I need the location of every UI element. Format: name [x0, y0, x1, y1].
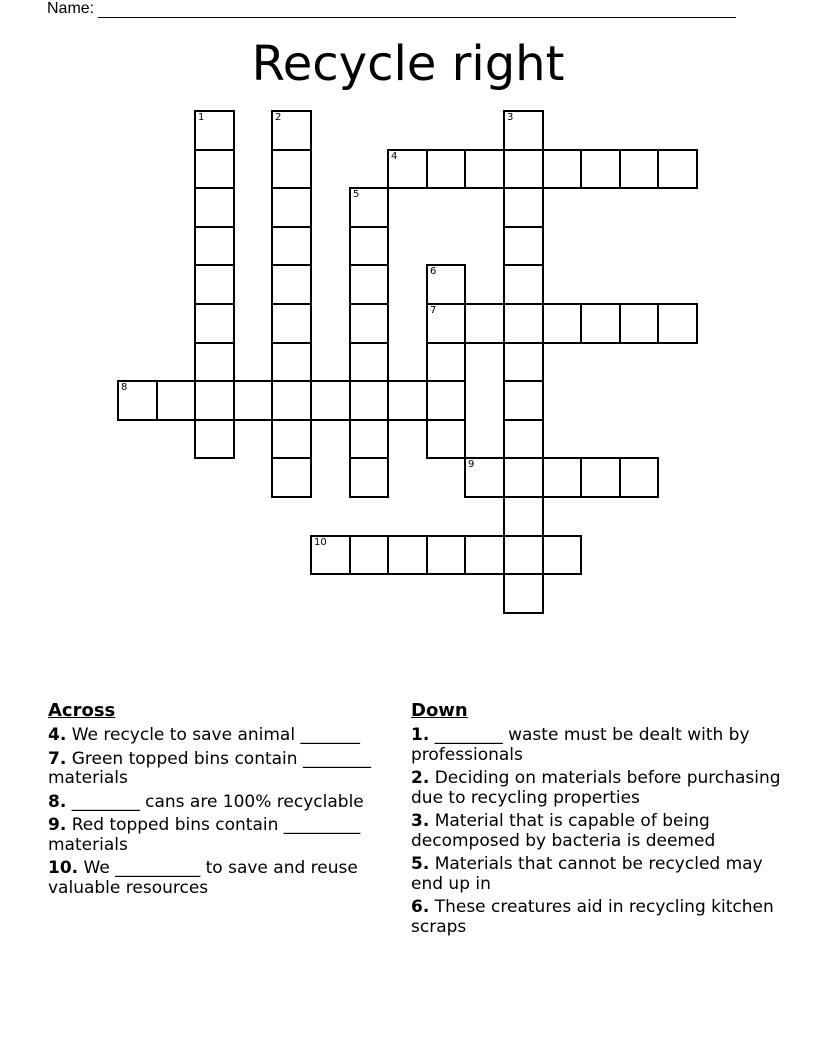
crossword-cell[interactable]: [580, 303, 621, 344]
crossword-cell[interactable]: [503, 535, 544, 575]
across-heading: Across: [48, 700, 116, 721]
crossword-cell[interactable]: [657, 149, 698, 189]
clue-text: Red topped bins contain _________ materials: [48, 815, 361, 855]
crossword-cell[interactable]: [619, 303, 659, 344]
crossword-cell[interactable]: [233, 380, 273, 421]
name-label: Name:: [47, 0, 95, 17]
crossword-cell[interactable]: [580, 149, 621, 189]
clue-label-number: 3.: [411, 811, 430, 831]
across-clue: [48, 859, 398, 898]
down-clue: [411, 726, 781, 765]
down-clue: [411, 898, 781, 937]
crossword-cell[interactable]: [271, 419, 312, 459]
crossword-cell[interactable]: [349, 419, 389, 459]
crossword-cell[interactable]: [194, 187, 235, 228]
crossword-cell[interactable]: [387, 149, 428, 189]
crossword-cell[interactable]: [194, 419, 235, 459]
crossword-cell[interactable]: [349, 303, 389, 344]
crossword-cell[interactable]: [349, 342, 389, 382]
crossword-cell[interactable]: [503, 110, 544, 151]
crossword-cell[interactable]: [426, 342, 466, 382]
clue-text: ________ cans are 100% recyclable: [71, 791, 364, 812]
clue-text: Green topped bins contain ________ materials: [48, 748, 371, 788]
crossword-cell[interactable]: [349, 535, 389, 575]
clue-number: 8: [121, 382, 128, 393]
crossword-cell[interactable]: [194, 264, 235, 305]
crossword-cell[interactable]: [271, 457, 312, 498]
down-clue: [411, 769, 781, 808]
crossword-cell[interactable]: [426, 303, 466, 344]
crossword-cell[interactable]: [271, 264, 312, 305]
crossword-cell[interactable]: [271, 380, 312, 421]
crossword-cell[interactable]: [503, 264, 544, 305]
crossword-cell[interactable]: [310, 380, 351, 421]
crossword-cell[interactable]: [464, 535, 505, 575]
clue-text: These creatures aid in recycling kitchen scraps: [411, 897, 774, 937]
clue-text: We __________ to save and reuse valuable resources: [48, 858, 358, 898]
crossword-cell[interactable]: [503, 226, 544, 266]
across-clue: [48, 750, 398, 789]
down-clue-list: [411, 726, 781, 937]
crossword-cell[interactable]: [194, 110, 235, 151]
crossword-cell[interactable]: [503, 457, 544, 498]
crossword-cell[interactable]: [657, 303, 698, 344]
clue-number: 4: [391, 151, 398, 162]
clue-number: 7: [430, 305, 437, 316]
crossword-cell[interactable]: [310, 535, 351, 575]
across-clue: [48, 816, 398, 855]
clue-text: ________ waste must be dealt with by professionals: [411, 725, 750, 765]
down-heading: Down: [411, 700, 468, 721]
puzzle-title: Recycle right: [251, 36, 565, 92]
crossword-cell[interactable]: [503, 342, 544, 382]
clue-label-number: 6.: [411, 897, 430, 917]
crossword-cell[interactable]: [464, 457, 505, 498]
crossword-cell[interactable]: [349, 380, 389, 421]
crossword-cell[interactable]: [503, 496, 544, 537]
clue-label-number: 7.: [48, 748, 67, 769]
crossword-cell[interactable]: [464, 303, 505, 344]
clue-text: Materials that cannot be recycled may end up in: [411, 854, 763, 894]
clue-number: 3: [507, 112, 514, 123]
clue-number: 9: [468, 459, 475, 470]
clue-number: 2: [275, 112, 282, 123]
crossword-cell[interactable]: [387, 380, 428, 421]
crossword-cell[interactable]: [349, 457, 389, 498]
crossword-cell[interactable]: [349, 187, 389, 228]
crossword-cell[interactable]: [426, 419, 466, 459]
crossword-cell[interactable]: [503, 187, 544, 228]
crossword-cell[interactable]: [619, 149, 659, 189]
crossword-cell[interactable]: [503, 149, 544, 189]
clue-label-number: 8.: [48, 791, 67, 812]
clue-label-number: 5.: [411, 854, 430, 874]
down-clue: [411, 812, 781, 851]
clue-number: 10: [314, 537, 327, 548]
crossword-cell[interactable]: [194, 380, 235, 421]
name-field[interactable]: [47, 0, 736, 18]
crossword-cell[interactable]: [503, 573, 544, 614]
crossword-cell[interactable]: [503, 380, 544, 421]
clue-number: 1: [198, 112, 205, 123]
clue-label-number: 10.: [48, 858, 79, 878]
crossword-cell[interactable]: [156, 380, 196, 421]
crossword-cell[interactable]: [503, 419, 544, 459]
crossword-cell[interactable]: [271, 303, 312, 344]
clue-number: 5: [353, 189, 360, 200]
crossword-cell[interactable]: [542, 149, 582, 189]
crossword-cell[interactable]: [426, 380, 466, 421]
clue-label-number: 1.: [411, 725, 430, 745]
crossword-cell[interactable]: [542, 303, 582, 344]
clue-label-number: 9.: [48, 815, 67, 835]
crossword-cell[interactable]: [426, 149, 466, 189]
crossword-cell[interactable]: [387, 535, 428, 575]
crossword-cell[interactable]: [619, 457, 659, 498]
crossword-cell[interactable]: [503, 303, 544, 344]
across-clue-list: [48, 726, 398, 898]
across-clues: [48, 700, 398, 902]
across-clue: [48, 793, 398, 813]
across-clue: [48, 726, 398, 746]
clue-text: Deciding on materials before purchasing due to recycling properties: [411, 768, 781, 808]
down-clue: [411, 855, 781, 894]
crossword-cell[interactable]: [542, 535, 582, 575]
crossword-cell[interactable]: [464, 149, 505, 189]
crossword-cell[interactable]: [271, 187, 312, 228]
crossword-cell[interactable]: [271, 149, 312, 189]
crossword-cell[interactable]: [194, 303, 235, 344]
down-clues: [411, 700, 781, 941]
crossword-cell[interactable]: [580, 457, 621, 498]
name-underline[interactable]: [98, 3, 736, 18]
clue-label-number: 4.: [48, 725, 67, 745]
crossword-cell[interactable]: [426, 535, 466, 575]
crossword-cell[interactable]: [194, 226, 235, 266]
crossword-cell[interactable]: [349, 264, 389, 305]
crossword-cell[interactable]: [117, 380, 158, 421]
crossword-cell[interactable]: [542, 457, 582, 498]
crossword-cell[interactable]: [349, 226, 389, 266]
crossword-cell[interactable]: [271, 226, 312, 266]
crossword-cell[interactable]: [194, 149, 235, 189]
crossword-cell[interactable]: [426, 264, 466, 305]
crossword-cell[interactable]: [271, 342, 312, 382]
clue-number: 6: [430, 266, 437, 277]
crossword-cell[interactable]: [271, 110, 312, 151]
clue-label-number: 2.: [411, 768, 430, 788]
clue-text: We recycle to save animal _______: [71, 725, 360, 745]
crossword-cell[interactable]: [194, 342, 235, 382]
clue-text: Material that is capable of being decomposed by bacteria is deemed: [411, 811, 716, 851]
